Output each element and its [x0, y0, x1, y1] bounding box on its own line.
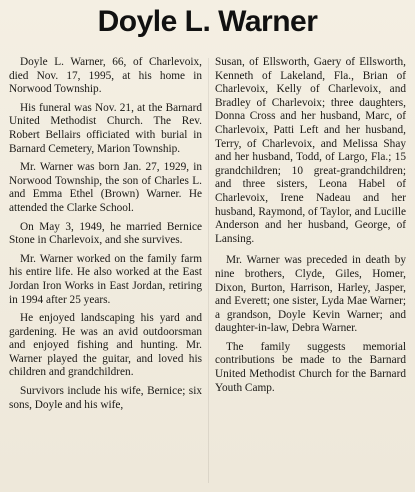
right-column: [215, 56, 406, 400]
paragraph-preceded-in-death: Mr. Warner was preceded in death by nine brothers, Clyde, Giles, Homer, Dixon, Burton, Harrison, Harley, Jasper, and Everett; one sister, Lyda Mae Warner; a grandson, Doyle Kevin Warner; and daughter-in-law, Debra Warner.: [215, 254, 406, 335]
paragraph-marriage: On May 3, 1949, he married Bernice Stone in Charlevoix, and she survives.: [9, 220, 202, 247]
paragraph-death-notice: Doyle L. Warner, 66, of Charlevoix, died Nov. 17, 1995, at his home in Norwood Township.: [9, 56, 202, 96]
paragraph-funeral: His funeral was Nov. 21, at the Barnard United Methodist Church. The Rev. Robert Bellairs officiated with burial in Barnard Cemetery, Marion Township.: [9, 101, 202, 155]
paragraph-birth: Mr. Warner was born Jan. 27, 1929, in Norwood Township, the son of Charles L. and Emma Ethel (Brown) Warner. He attended the Clarke School.: [9, 161, 202, 214]
column-divider: [208, 58, 209, 483]
paragraph-hobbies: He enjoyed landscaping his yard and gardening. He was an avid outdoorsman and enjoyed fishing and hunting. Mr. Warner played the guitar, and loved his children and grandchildren.: [9, 312, 202, 379]
paragraph-memorials: The family suggests memorial contributions be made to the Barnard United Methodist Church for the Barnard Youth Camp.: [215, 340, 406, 394]
paragraph-work: Mr. Warner worked on the family farm his entire life. He also worked at the East Jordan Iron Works in East Jordan, retiring in 1994 after 25 years.: [9, 252, 202, 306]
paragraph-survivors-start: Survivors include his wife, Bernice; six sons, Doyle and his wife,: [9, 385, 202, 411]
paragraph-survivors-continued: Susan, of Ellsworth, Gaery of Ellsworth, Kenneth of Lakeland, Fla., Brian of Charlevoix, Kelly of Charlevoix, and Bradley of Charlevoix; three daughters, Donna Cross and her husband, Marc, of Charlevoix, Patti Left and her husband, Terry, of Charlevoix, and Melissa Shay and her husband, Todd, of Largo, Fla.; 15 grandchildren; 10 great-grandchildren; and three sisters, Leona Habel of Charlevoix, Irene Nadeau and her husband, Raymond, of Taylor, and Lucille Anderson and her husband, George, of Lansing.: [215, 56, 406, 245]
left-column: [9, 56, 202, 417]
obituary-headline: Doyle L. Warner: [97, 5, 318, 38]
